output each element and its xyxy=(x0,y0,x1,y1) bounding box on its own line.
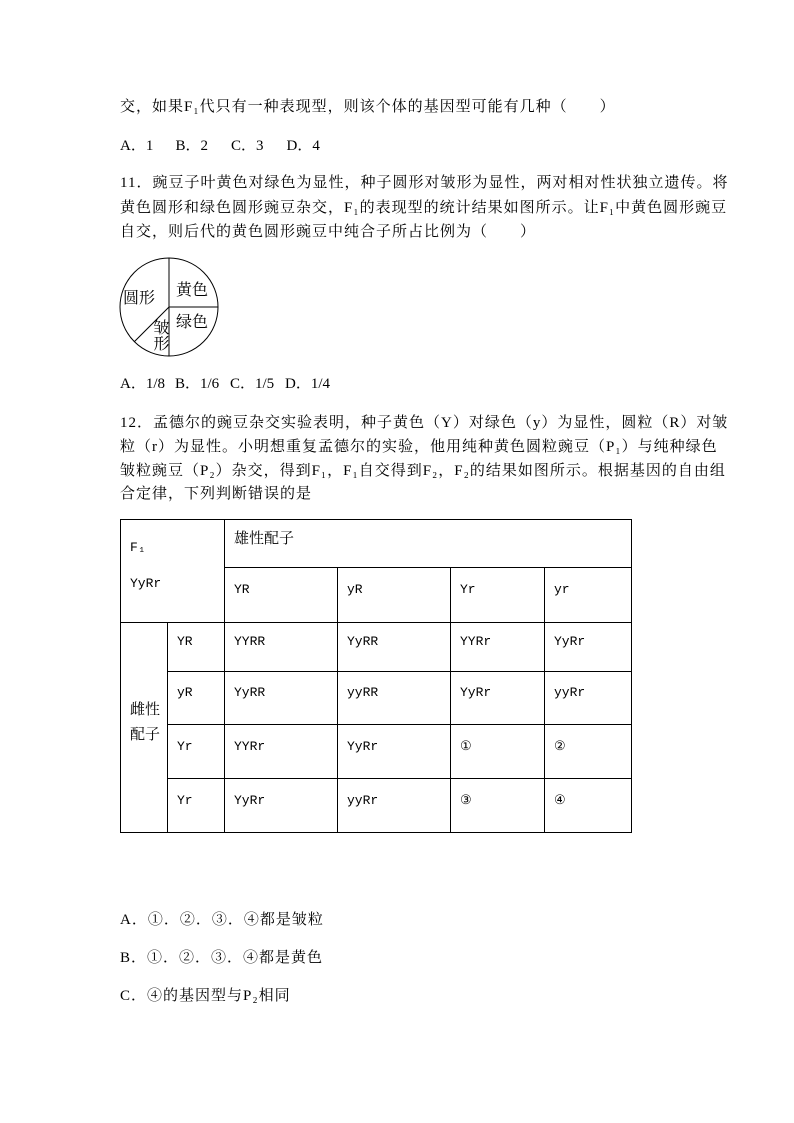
table-corner-cell xyxy=(121,520,225,623)
q11-option-b: B．1/6 xyxy=(175,376,220,392)
female-gamete-header-cell xyxy=(121,623,168,833)
q10-option-b: B．2 xyxy=(175,138,209,154)
table-cell: yyRr xyxy=(338,779,451,833)
table-cell: YYRR xyxy=(225,623,338,672)
pie-label-wrinkled: 皱形 xyxy=(151,319,170,351)
q10-option-c: C．3 xyxy=(231,138,264,154)
female-gamete: Yr xyxy=(168,779,225,833)
male-gamete: yr xyxy=(545,568,632,623)
q12-option-b: B．①．②．③．④都是黄色 xyxy=(120,950,324,966)
q12-option-a: A．①．②．③．④都是皱粒 xyxy=(120,912,324,928)
pie-label-round: 圆形 xyxy=(123,288,156,307)
table-cell-blank-4: ④ xyxy=(545,779,632,833)
table-cell: YyRr xyxy=(225,779,338,833)
q11-options xyxy=(120,374,340,394)
table-row xyxy=(121,779,632,833)
q10-stem-tail: 交，如果F₁代只有一种表现型，则该个体的基因型可能有几种（ ） xyxy=(120,99,616,115)
q12-stem-line-2: 粒（r）为显性。小明想重复孟德尔的实验，他用纯种黄色圆粒豌豆（P₁）与纯种绿色 xyxy=(120,439,718,455)
male-gamete: Yr xyxy=(451,568,545,623)
q12-stem-line-4: 合定律，下列判断错误的是 xyxy=(120,486,313,502)
q11-stem-line-1: 11．豌豆子叶黄色对绿色为显性，种子圆形对皱形为显性，两对相对性状独立遗传。将 xyxy=(120,175,729,191)
q12-stem-line-3: 皱粒豌豆（P₂）杂交，得到F₁，F₁自交得到F₂，F₂的结果如图所示。根据基因的自由组 xyxy=(120,463,726,479)
male-gamete: YR xyxy=(225,568,338,623)
pie-label-green: 绿色 xyxy=(176,312,209,331)
q11-stem-line-2: 黄色圆形和绿色圆形豌豆杂交，F₁的表现型的统计结果如图所示。让F₁中黄色圆形豌豆 xyxy=(120,200,728,216)
table-cell: yyRR xyxy=(338,672,451,725)
table-cell-blank-3: ③ xyxy=(451,779,545,833)
q11-option-c: C．1/5 xyxy=(230,376,275,392)
table-cell: YYRr xyxy=(451,623,545,672)
q11-option-d: D．1/4 xyxy=(285,376,331,392)
q10-option-a: A．1 xyxy=(120,138,154,154)
table-cell-blank-2: ② xyxy=(545,725,632,779)
corner-genotype: YyRr xyxy=(130,576,162,591)
female-gamete: YR xyxy=(168,623,225,672)
q10-option-d: D．4 xyxy=(286,138,320,154)
table-row xyxy=(121,725,632,779)
table-cell: yyRr xyxy=(545,672,632,725)
male-gamete-header: 雄性配子 xyxy=(225,520,632,568)
table-cell: YyRR xyxy=(225,672,338,725)
q12-option-c: C．④的基因型与P₂相同 xyxy=(120,988,291,1004)
female-gamete: Yr xyxy=(168,725,225,779)
phenotype-pie-figure xyxy=(119,257,220,358)
table-cell: YyRr xyxy=(451,672,545,725)
pie-label-yellow: 黄色 xyxy=(176,280,209,299)
table-row xyxy=(121,672,632,725)
table-cell-blank-1: ① xyxy=(451,725,545,779)
male-gamete: yR xyxy=(338,568,451,623)
table-cell: YYRr xyxy=(225,725,338,779)
table-cell: YyRr xyxy=(338,725,451,779)
female-gamete-header: 雌性配子 xyxy=(130,701,161,743)
table-cell: YyRR xyxy=(338,623,451,672)
q11-stem-line-3: 自交，则后代的黄色圆形豌豆中纯合子所占比例为（ ） xyxy=(120,224,537,240)
table-row xyxy=(121,623,632,672)
table-cell: YyRr xyxy=(545,623,632,672)
q10-options xyxy=(120,136,342,156)
table-header-row-1 xyxy=(121,520,632,568)
q12-stem-line-1: 12．孟德尔的豌豆杂交实验表明，种子黄色（Y）对绿色（y）为显性，圆粒（R）对皱 xyxy=(120,415,729,431)
punnett-square-table xyxy=(120,519,632,833)
corner-generation: F₁ xyxy=(130,540,146,555)
q11-option-a: A．1/8 xyxy=(120,376,166,392)
female-gamete: yR xyxy=(168,672,225,725)
